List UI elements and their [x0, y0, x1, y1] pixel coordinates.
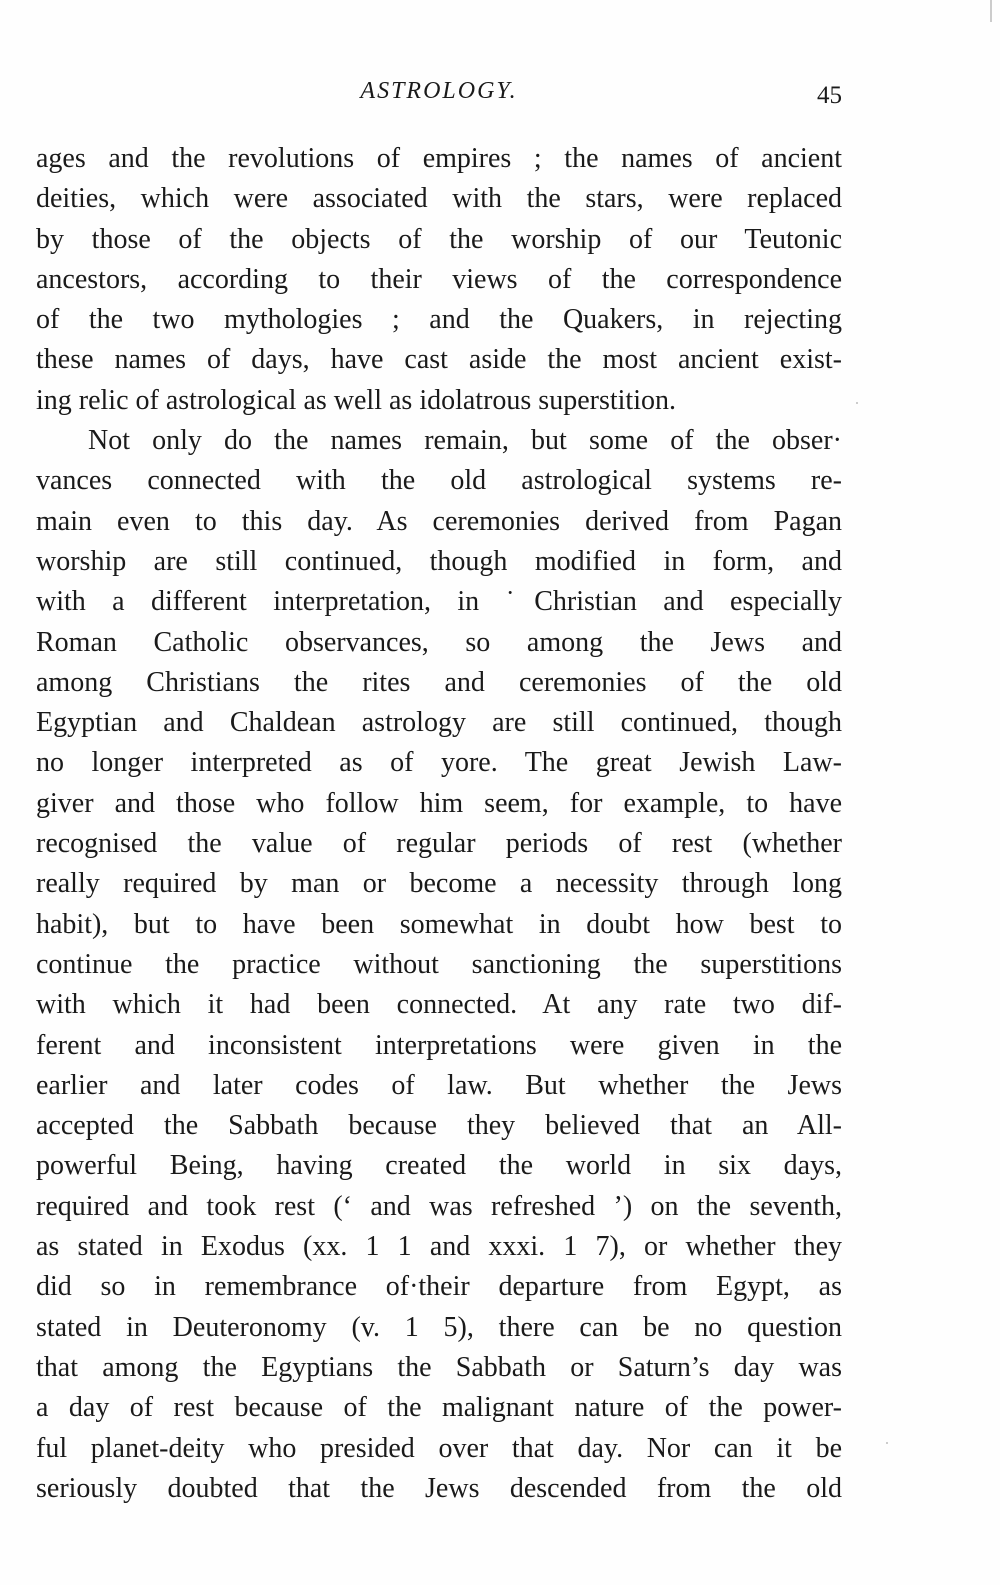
- text-line: continue the practice without sanctioning the superstitions: [36, 948, 842, 980]
- text-line: giver and those who follow him seem, for example, to have: [36, 787, 842, 819]
- text-line: earlier and later codes of law. But whether the Jews: [36, 1069, 842, 1101]
- text-line: with which it had been connected. At any rate two dif-: [36, 989, 842, 1021]
- text-line: of the two mythologies ; and the Quakers, in rejecting: [36, 304, 842, 336]
- text-line: worship are still continued, though modified in form, and: [36, 545, 842, 577]
- text-line: ful planet-deity who presided over that day. Nor can it be: [36, 1432, 842, 1464]
- text-line: did so in remembrance of·their departure from Egypt, as: [36, 1271, 842, 1303]
- text-line: really required by man or become a necessity through long: [36, 868, 842, 900]
- running-title: ASTROLOGY.: [360, 78, 518, 104]
- text-line: vances connected with the old astrological systems re-: [36, 465, 842, 497]
- text-line: Egyptian and Chaldean astrology are still continued, though: [36, 707, 842, 739]
- paragraph-start-line: Not only do the names remain, but some of the obser·: [88, 425, 842, 457]
- text-line: by those of the objects of the worship of our Teutonic: [36, 223, 842, 255]
- text-line: required and took rest (‘ and was refreshed ’) on the seventh,: [36, 1190, 842, 1222]
- text-line: these names of days, have cast aside the most ancient exist-: [36, 344, 842, 376]
- text-line: powerful Being, having created the world in six days,: [36, 1150, 842, 1182]
- text-line: no longer interpreted as of yore. The great Jewish Law-: [36, 747, 842, 779]
- text-line: seriously doubted that the Jews descended from the old: [36, 1472, 842, 1504]
- paragraph-end-line: ing relic of astrological as well as idolatrous superstition.: [36, 384, 676, 416]
- body-text: [36, 139, 842, 1509]
- text-line: that among the Egyptians the Sabbath or Saturn’s day was: [36, 1351, 842, 1383]
- scan-dot: [856, 402, 858, 404]
- text-line: as stated in Exodus (xx. 1 1 and xxxi. 1 7), or whether they: [36, 1231, 842, 1263]
- scan-edge-mark: [990, 0, 992, 22]
- text-line: recognised the value of regular periods of rest (whether: [36, 828, 842, 860]
- text-line: Roman Catholic observances, so among the Jews and: [36, 626, 842, 658]
- text-line: ages and the revolutions of empires ; the names of ancient: [36, 143, 842, 174]
- text-line: stated in Deuteronomy (v. 1 5), there can be no question: [36, 1311, 842, 1343]
- scan-dot: [886, 1442, 888, 1444]
- text-line: a day of rest because of the malignant nature of the power-: [36, 1392, 842, 1424]
- text-line: habit), but to have been somewhat in doubt how best to: [36, 908, 842, 940]
- text-line: ancestors, according to their views of the correspondence: [36, 263, 842, 295]
- text-line: ferent and inconsistent interpretations were given in the: [36, 1029, 842, 1061]
- text-line: deities, which were associated with the stars, were replaced: [36, 183, 842, 215]
- text-line: accepted the Sabbath because they believed that an All-: [36, 1110, 842, 1142]
- page-number: 45: [817, 82, 842, 109]
- text-line: among Christians the rites and ceremonies of the old: [36, 666, 842, 698]
- text-line: main even to this day. As ceremonies derived from Pagan: [36, 505, 842, 537]
- running-head: [36, 78, 842, 114]
- text-line: with a different interpretation, in ˙Christian and especially: [36, 586, 842, 618]
